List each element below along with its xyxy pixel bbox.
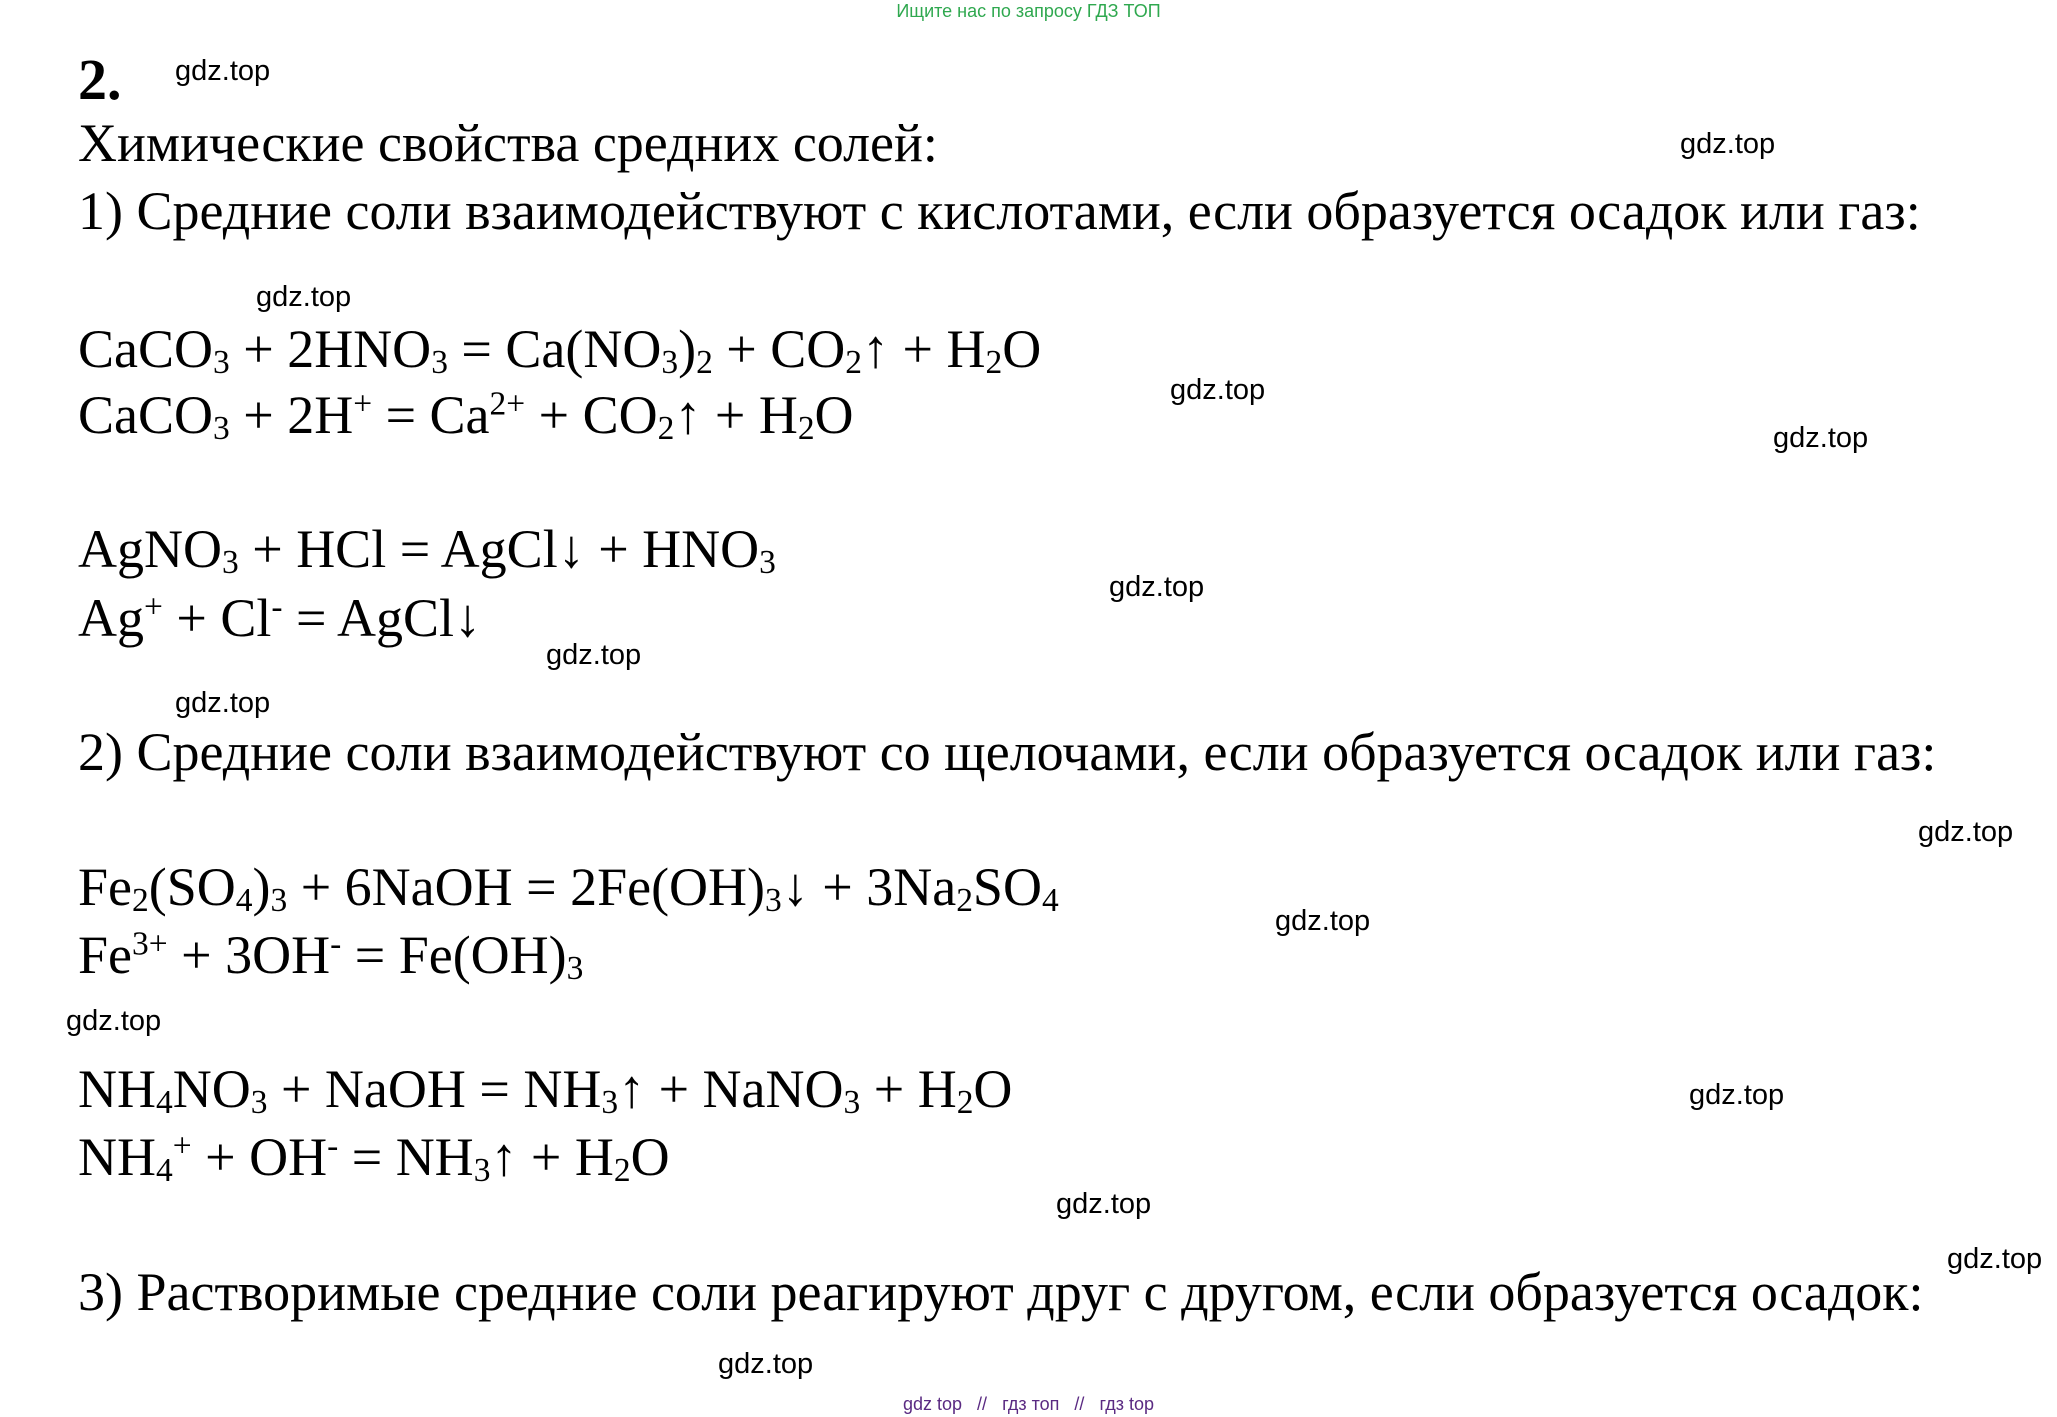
subscript: 2 bbox=[657, 410, 675, 448]
footer-item: гдз top bbox=[1099, 1394, 1154, 1414]
equation-text: + 2H bbox=[229, 385, 354, 445]
footer-separator: // bbox=[977, 1394, 988, 1414]
subscript: 4 bbox=[156, 1152, 173, 1190]
equation-text: CaCO bbox=[78, 385, 213, 445]
superscript: - bbox=[271, 588, 283, 626]
equation-text: SO bbox=[972, 857, 1042, 917]
equation-text: AgNO bbox=[78, 519, 222, 579]
subscript: 3 bbox=[270, 882, 288, 920]
subscript: 2 bbox=[845, 344, 862, 382]
watermark: gdz.top bbox=[546, 639, 642, 671]
equation-text: O bbox=[973, 1059, 1013, 1119]
watermark: gdz.top bbox=[1773, 422, 1869, 454]
equation-text: O bbox=[1002, 319, 1042, 379]
equation-text: = NH bbox=[338, 1127, 474, 1187]
search-banner: Ищите нас по запросу ГДЗ ТОП bbox=[896, 1, 1161, 21]
watermark: gdz.top bbox=[1109, 571, 1205, 603]
equation-text: + 2HNO bbox=[229, 319, 432, 379]
watermark: gdz.top bbox=[1680, 128, 1776, 160]
subscript: 4 bbox=[1041, 882, 1059, 920]
equation-text: (SO bbox=[148, 857, 236, 917]
watermark: gdz.top bbox=[256, 281, 352, 313]
subscript: 2 bbox=[956, 882, 973, 920]
superscript: - bbox=[327, 1127, 339, 1165]
subscript: 3 bbox=[765, 882, 782, 920]
subscript: 3 bbox=[213, 410, 230, 448]
equation-text: + HCl = AgCl↓ + HNO bbox=[238, 519, 760, 579]
equation-text: = Fe(OH) bbox=[341, 925, 567, 985]
equation bbox=[78, 518, 776, 580]
equation bbox=[78, 384, 854, 446]
watermark: gdz.top bbox=[66, 1005, 162, 1037]
equation-text: + Cl bbox=[162, 588, 272, 648]
watermark: gdz.top bbox=[175, 687, 271, 719]
subscript: 3 bbox=[759, 544, 776, 582]
equation-text: CaCO bbox=[78, 319, 213, 379]
equation-text: + CO bbox=[525, 385, 658, 445]
watermark: gdz.top bbox=[1947, 1243, 2043, 1275]
equation-text: ↓ + 3Na bbox=[781, 857, 957, 917]
equation-text: Fe bbox=[78, 857, 132, 917]
footer-item: gdz top bbox=[902, 1394, 963, 1414]
subscript: 3 bbox=[601, 1084, 619, 1122]
superscript: + bbox=[353, 385, 373, 423]
task-number: 2. bbox=[78, 47, 122, 112]
equation-text: + CO bbox=[712, 319, 846, 379]
equation-text: O bbox=[814, 385, 854, 445]
watermark: gdz.top bbox=[1056, 1188, 1152, 1220]
subscript: 3 bbox=[213, 344, 230, 382]
subscript: 2 bbox=[956, 1084, 974, 1122]
superscript: + bbox=[172, 1127, 192, 1165]
equation-text: = Ca(NO bbox=[447, 319, 662, 379]
subscript: 3 bbox=[473, 1152, 491, 1190]
equation-text: + OH bbox=[191, 1127, 328, 1187]
superscript: 2+ bbox=[489, 385, 526, 423]
subscript: 4 bbox=[156, 1084, 173, 1122]
equation-text: Ag bbox=[78, 588, 144, 648]
section-1-text: 1) Средние соли взаимодействуют с кислотами, если образуется осадок или газ: bbox=[78, 181, 1921, 241]
equation-text: ↑ + H bbox=[674, 385, 798, 445]
equation bbox=[78, 318, 1041, 380]
equation-text: NH bbox=[78, 1127, 156, 1187]
footer-separator: // bbox=[1074, 1394, 1085, 1414]
subscript: 3 bbox=[222, 544, 239, 582]
subscript: 2 bbox=[613, 1152, 631, 1190]
section-3-text: 3) Растворимые средние соли реагируют друг с другом, если образуется осадок: bbox=[78, 1262, 1924, 1322]
subscript: 3 bbox=[843, 1084, 861, 1122]
equation bbox=[78, 924, 583, 986]
equation-text: + 3OH bbox=[167, 925, 331, 985]
equation bbox=[78, 587, 481, 649]
section-2-text: 2) Средние соли взаимодействуют со щелочами, если образуется осадок или газ: bbox=[78, 722, 1937, 782]
superscript: + bbox=[144, 588, 163, 626]
subscript: 2 bbox=[985, 344, 1003, 382]
equation-text: ↑ + H bbox=[490, 1127, 614, 1187]
equation bbox=[78, 856, 1059, 918]
heading: Химические свойства средних солей: bbox=[78, 113, 938, 173]
subscript: 3 bbox=[566, 950, 584, 988]
watermark: gdz.top bbox=[1918, 816, 2014, 848]
subscript: 3 bbox=[661, 344, 679, 382]
superscript: - bbox=[330, 925, 342, 963]
equation-text: Fe bbox=[78, 925, 132, 985]
equation-text: = AgCl↓ bbox=[282, 588, 482, 648]
watermark: gdz.top bbox=[1170, 374, 1266, 406]
equation-text: + H bbox=[860, 1059, 957, 1119]
equation-text: + NaOH = NH bbox=[267, 1059, 602, 1119]
equation-text: O bbox=[630, 1127, 670, 1187]
equation-text: ) bbox=[678, 319, 697, 379]
footer bbox=[0, 1394, 2057, 1414]
watermark: gdz.top bbox=[1689, 1079, 1785, 1111]
equation-text: + 6NaOH = 2Fe(OH) bbox=[287, 857, 766, 917]
equation-text: NO bbox=[172, 1059, 251, 1119]
equation-text: NH bbox=[78, 1059, 156, 1119]
superscript: 3+ bbox=[132, 925, 168, 963]
watermark: gdz.top bbox=[1275, 905, 1371, 937]
subscript: 4 bbox=[235, 882, 253, 920]
equation-text: ↑ + H bbox=[862, 319, 986, 379]
subscript: 3 bbox=[431, 344, 448, 382]
equation-text: ) bbox=[252, 857, 271, 917]
equation bbox=[78, 1126, 670, 1188]
equation bbox=[78, 1058, 1012, 1120]
watermark: gdz.top bbox=[175, 55, 271, 87]
subscript: 3 bbox=[250, 1084, 268, 1122]
watermark: gdz.top bbox=[718, 1348, 814, 1380]
subscript: 2 bbox=[132, 882, 149, 920]
equation-text: ↑ + NaNO bbox=[618, 1059, 844, 1119]
subscript: 2 bbox=[696, 344, 713, 382]
equation-text: = Ca bbox=[372, 385, 490, 445]
subscript: 2 bbox=[797, 410, 815, 448]
footer-item: гдз топ bbox=[1002, 1394, 1060, 1414]
